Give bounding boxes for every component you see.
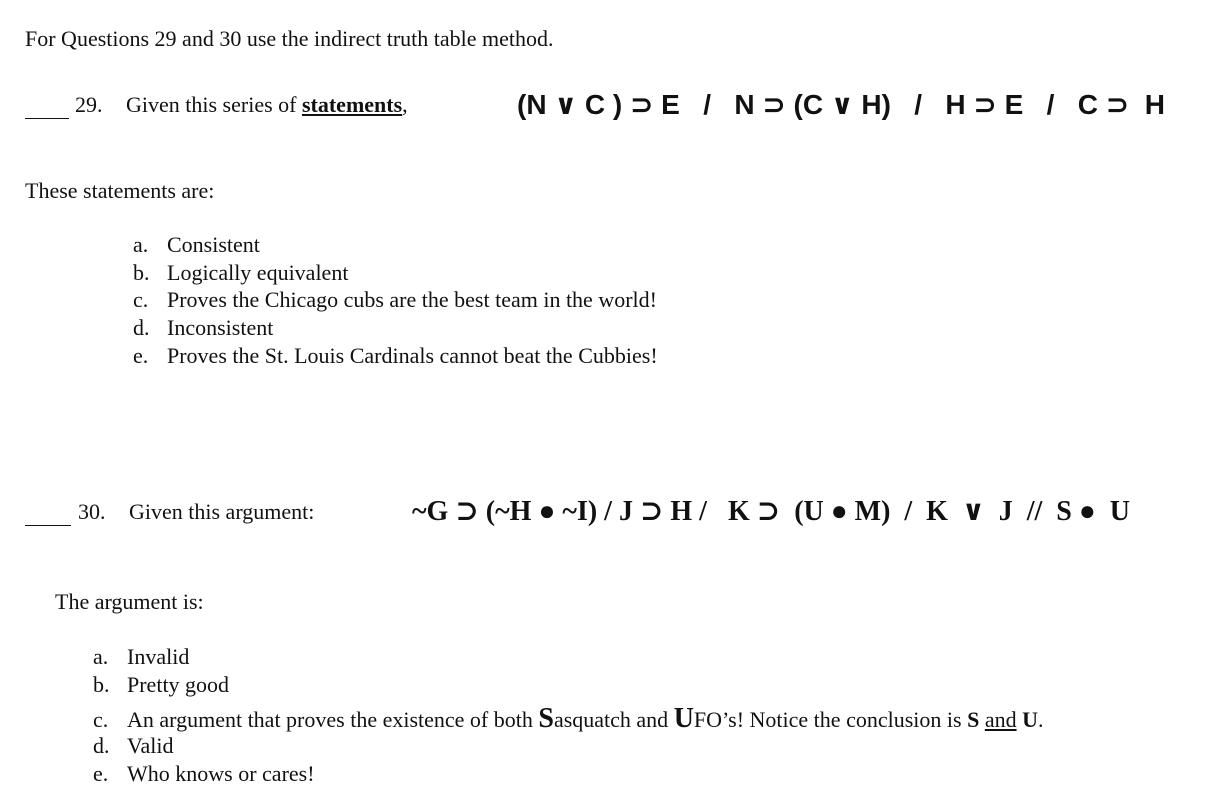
option-29-e[interactable]: e. Proves the St. Louis Cardinals cannot beat the Cubbies! (133, 343, 658, 368)
option-29-b[interactable]: b. Logically equivalent (133, 260, 349, 285)
question-29-lead: These statements are: (25, 178, 215, 203)
option-30-e[interactable]: e. Who knows or cares! (93, 761, 315, 786)
question-29-header (25, 92, 408, 119)
option-29-d[interactable]: d. Inconsistent (133, 315, 274, 340)
question-30-prompt: Given this argument: (129, 499, 315, 524)
question-29-formula: (N ∨ C ) ⊃ E / N ⊃ (C ∨ H) / H ⊃ E / C ⊃ H (517, 89, 1166, 120)
option-30-b[interactable]: b. Pretty good (93, 672, 230, 697)
option-30-a[interactable]: a. Invalid (93, 644, 190, 669)
question-30-lead: The argument is: (55, 589, 204, 614)
option-30-d[interactable]: d. Valid (93, 733, 174, 758)
instructions: For Questions 29 and 30 use the indirect truth table method. (25, 26, 554, 51)
question-29-number: 29. (75, 92, 103, 117)
answer-blank-30[interactable] (25, 499, 71, 526)
option-29-a[interactable]: a. Consistent (133, 232, 260, 257)
option-30-c[interactable]: c. An argument that proves the existence of both Sasquatch and UFO’s! Notice the conclusion is S and U. (93, 703, 1044, 734)
question-30-formula: ~G ⊃ (~H ● ~I) / J ⊃ H / K ⊃ (U ● M) / K ∨ J // S ● U (412, 496, 1130, 527)
question-30-header (25, 499, 314, 526)
option-29-c[interactable]: c. Proves the Chicago cubs are the best team in the world! (133, 287, 657, 312)
question-30-number: 30. (78, 499, 106, 524)
question-29-prompt: Given this series of statements, (126, 92, 408, 117)
answer-blank-29[interactable] (25, 92, 69, 119)
